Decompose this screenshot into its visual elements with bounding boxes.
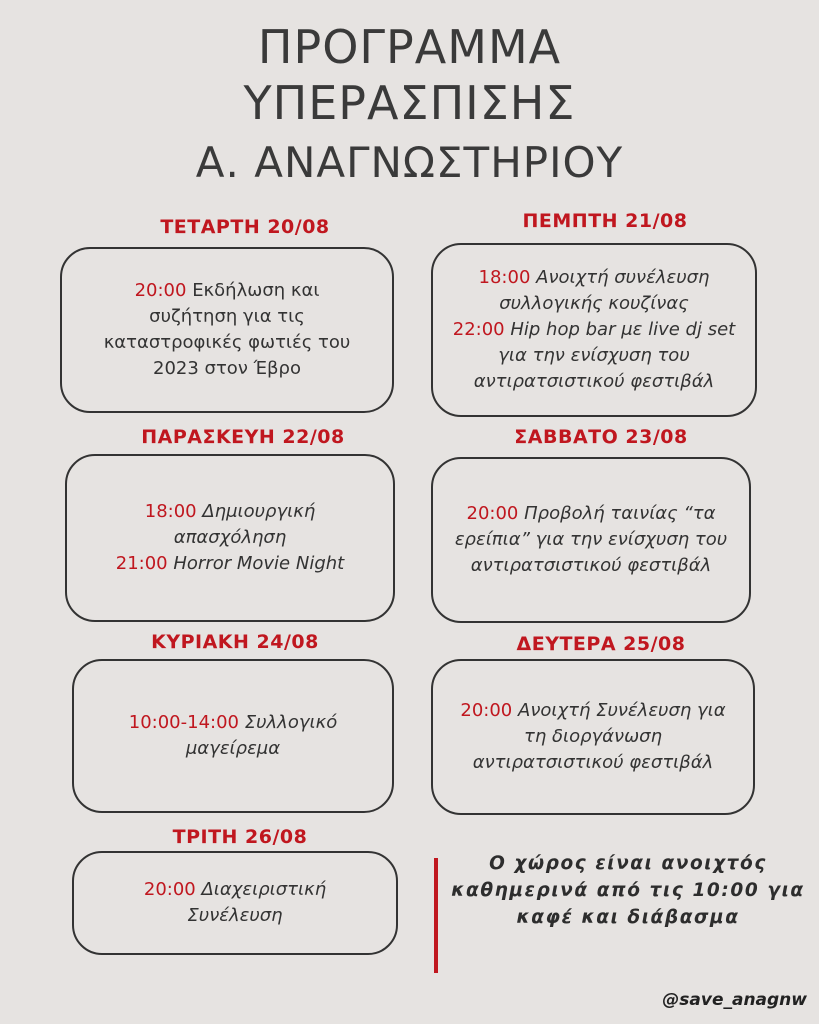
- event-card-thursday: [431, 243, 757, 417]
- event-card-saturday: [431, 457, 751, 623]
- note-accent-bar: [434, 858, 438, 973]
- event-card-tuesday: [72, 851, 398, 955]
- event-item: [92, 278, 362, 382]
- day-label-wednesday: ΤΕΤΑΡΤΗ 20/08: [160, 216, 330, 238]
- event-time: 20:00: [143, 879, 202, 900]
- event-time: 10:00-14:00: [128, 712, 245, 733]
- day-label-monday: ΔΕΥΤΕΡΑ 25/08: [516, 633, 686, 655]
- day-label-saturday: ΣΑΒΒΑΤΟ 23/08: [514, 426, 688, 448]
- event-text: Συλλογικό μαγείρεμα: [185, 712, 338, 759]
- event-card-friday: [65, 454, 395, 622]
- event-item: [115, 499, 345, 551]
- event-item: [446, 501, 736, 579]
- event-card-sunday: [72, 659, 394, 813]
- event-card-monday: [431, 659, 755, 815]
- event-text: Horror Movie Night: [173, 553, 345, 574]
- event-item: [85, 551, 375, 577]
- event-time: 20:00: [134, 280, 193, 301]
- opening-hours-note: Ο χώρος είναι ανοιχτός καθημερινά από τις 10:00 για καφέ και διάβασμα: [451, 853, 805, 928]
- day-label-sunday: ΚΥΡΙΑΚΗ 24/08: [151, 631, 319, 653]
- event-time: 22:00: [452, 319, 511, 340]
- event-time: 18:00: [144, 501, 203, 522]
- event-item: [464, 265, 724, 317]
- event-text: Ανοιχτή Συνέλευση για τη διοργάνωση αντιρατσιστικού φεστιβάλ: [472, 700, 726, 773]
- event-time: 20:00: [460, 700, 518, 721]
- event-text: Διαχειριστική Συνέλευση: [187, 879, 327, 926]
- title-line-3: Α. ΑΝΑΓΝΩΣΤΗΡΙΟΥ: [195, 138, 624, 187]
- event-text: Hip hop bar με live dj set για την ενίσχυση του αντιρατσιστικού φεστιβάλ: [473, 319, 736, 392]
- title-line-2: ΥΠΕΡΑΣΠΙΣΗΣ: [243, 76, 576, 130]
- day-label-thursday: ΠΕΜΠΤΗ 21/08: [522, 210, 688, 232]
- day-label-friday: ΠΑΡΑΣΚΕΥΗ 22/08: [141, 426, 345, 448]
- event-item: [439, 317, 749, 395]
- event-text: Προβολή ταινίας “τα ερείπια” για την ενίσχυση του αντιρατσιστικού φεστιβάλ: [454, 503, 728, 576]
- event-item: [108, 710, 358, 762]
- event-card-wednesday: [60, 247, 394, 413]
- event-time: 20:00: [466, 503, 525, 524]
- event-item: [458, 698, 728, 776]
- event-text: Δημιουργική απασχόληση: [173, 501, 316, 548]
- day-label-tuesday: ΤΡΙΤΗ 26/08: [172, 826, 308, 848]
- event-time: 21:00: [115, 553, 174, 574]
- event-text: Εκδήλωση και συζήτηση για τις καταστροφικές φωτιές του 2023 στον Έβρο: [103, 280, 351, 379]
- event-time: 18:00: [478, 267, 537, 288]
- social-handle: @save_anagnw: [662, 990, 807, 1010]
- event-text: Ανοιχτή συνέλευση συλλογικής κουζίνας: [499, 267, 710, 314]
- event-item: [120, 877, 350, 929]
- title-line-1: ΠΡΟΓΡΑΜΜΑ: [257, 20, 562, 74]
